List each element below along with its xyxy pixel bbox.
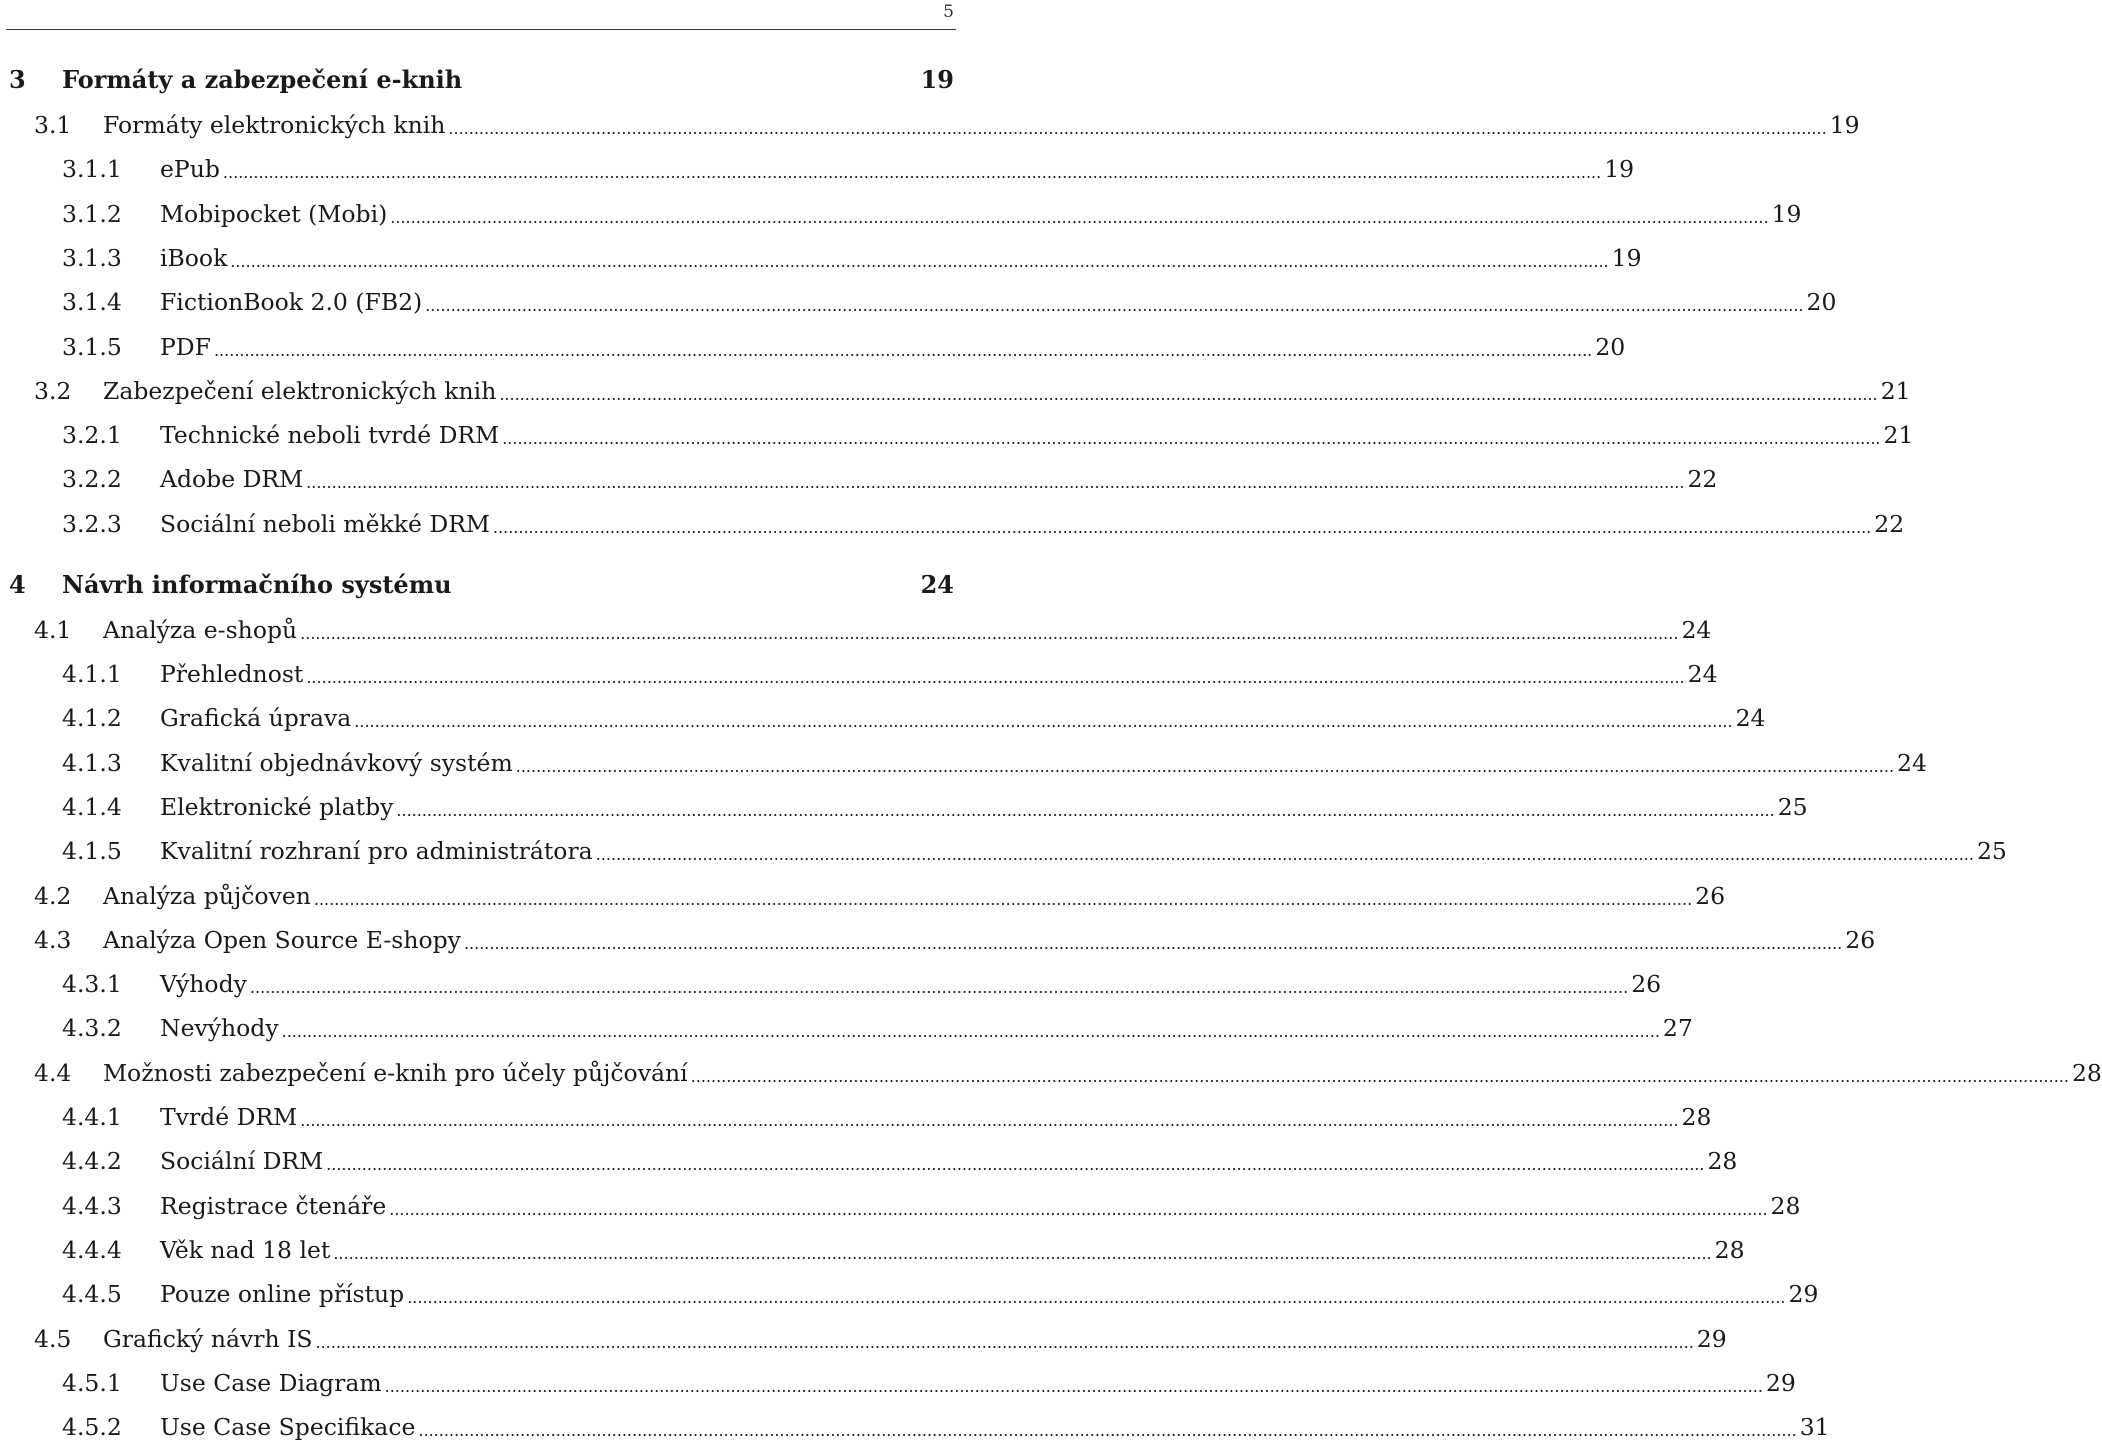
toc-entry-title: Kvalitní objednávkový systém (160, 748, 513, 777)
toc-entry-page: 22 (1874, 509, 1905, 538)
toc-dot-leader (223, 163, 1601, 182)
toc-dot-leader (396, 801, 1774, 820)
toc-entry-page: 29 (1765, 1368, 1796, 1397)
page-number: 5 (943, 2, 954, 22)
toc-dot-leader (499, 385, 1877, 404)
toc-entry-number: 4.4.2 (62, 1147, 122, 1176)
toc-entry-number: 4.3.2 (62, 1014, 122, 1043)
toc-entry-title: Sociální neboli měkké DRM (160, 509, 490, 538)
toc-entry-title: Analýza Open Source E-shopy (103, 925, 461, 954)
toc-dot-leader (691, 1067, 2069, 1086)
toc-entry-page: 19 (1604, 155, 1635, 184)
toc-dot-leader (250, 978, 1628, 997)
toc-entry-page: 20 (1806, 288, 1837, 317)
toc-entry[interactable] (0, 1014, 1693, 1043)
toc-dot-leader (314, 890, 1692, 909)
toc-entry[interactable] (0, 1235, 1745, 1264)
toc-dot-leader (306, 668, 1684, 687)
toc-entry-number: 4.1.5 (62, 837, 122, 866)
toc-entry-page: 24 (920, 569, 954, 599)
toc-entry[interactable] (0, 615, 1712, 644)
toc-entry-title: iBook (160, 243, 228, 272)
toc-dot-leader (333, 1244, 1711, 1263)
toc-entry-number: 3.1.2 (62, 199, 122, 228)
toc-entry-number: 4 (9, 569, 26, 599)
toc-entry-title: Analýza e-shopů (103, 615, 298, 644)
toc-dot-leader (326, 1155, 1704, 1174)
toc-dot-leader (300, 1111, 1678, 1130)
toc-dot-leader (315, 1333, 1693, 1352)
toc-entry-number: 4.1.4 (62, 792, 122, 821)
toc-dot-leader (425, 296, 1803, 315)
toc-entry[interactable] (0, 1103, 1712, 1131)
toc-entry-number: 3.2.3 (62, 509, 122, 538)
toc-entry-number: 3 (9, 65, 26, 94)
toc-entry-page: 24 (1681, 615, 1712, 644)
toc-entry-number: 4.3 (34, 925, 72, 954)
toc-entry-page: 22 (1687, 465, 1718, 494)
toc-entry[interactable] (0, 1368, 1796, 1397)
toc-dot-leader (389, 1200, 1767, 1219)
toc-entry-title: Výhody (160, 970, 247, 999)
toc-entry[interactable] (0, 1147, 1738, 1176)
toc-dot-leader (390, 208, 1768, 227)
toc-entry-number: 4.5 (34, 1324, 72, 1353)
toc-entry-page: 28 (1681, 1103, 1712, 1131)
toc-entry-title: Nevýhody (160, 1014, 279, 1043)
toc-entry-title: FictionBook 2.0 (FB2) (160, 288, 423, 317)
toc-entry-page: 31 (1799, 1413, 1830, 1442)
toc-entry[interactable] (0, 925, 1876, 954)
toc-entry[interactable] (0, 1058, 2102, 1087)
toc-entry-title: Možnosti zabezpečení e-knih pro účely půjčování (103, 1058, 688, 1087)
toc-entry-title: Adobe DRM (160, 465, 304, 494)
toc-entry[interactable] (0, 376, 1911, 405)
toc-entry-number: 4.1.1 (62, 660, 122, 688)
toc-dot-leader (407, 1288, 1785, 1307)
toc-entry-page: 24 (1897, 748, 1927, 777)
toc-entry[interactable] (0, 509, 1905, 538)
toc-entry-page: 21 (1883, 421, 1914, 450)
toc-dot-leader (214, 341, 1592, 360)
toc-entry-number: 3.2 (34, 376, 72, 405)
toc-entry-number: 4.5.1 (62, 1368, 122, 1397)
toc-entry-title: Návrh informačního systému (62, 569, 452, 599)
toc-entry-title: Technické neboli tvrdé DRM (160, 421, 500, 450)
toc-entry[interactable] (0, 243, 1642, 272)
toc-dot-leader (385, 1377, 1763, 1396)
toc-entry-number: 4.4.5 (62, 1280, 122, 1309)
toc-entry-number: 4.4.4 (62, 1235, 122, 1264)
toc-dot-leader (418, 1421, 1796, 1440)
header-rule (6, 29, 956, 30)
toc-entry[interactable] (0, 332, 1626, 361)
toc-entry-number: 3.1.1 (62, 155, 122, 184)
toc-entry-page: 28 (2071, 1058, 2102, 1087)
toc-entry-title: Grafická úprava (160, 704, 352, 733)
toc-entry-page: 29 (1696, 1324, 1727, 1353)
toc-dot-leader (354, 712, 1732, 731)
toc-entry-page: 19 (1611, 243, 1642, 272)
toc-entry-number: 4.1 (34, 615, 72, 644)
toc-entry[interactable] (0, 748, 1927, 777)
toc-entry-page: 19 (920, 65, 954, 94)
toc-entry-title: Mobipocket (Mobi) (160, 199, 388, 228)
toc-chapter-entry[interactable] (0, 570, 954, 599)
toc-entry-page: 26 (1631, 970, 1662, 999)
toc-entry-title: Formáty a zabezpečení e-knih (62, 65, 463, 94)
toc-entry-number: 3.2.1 (62, 421, 122, 450)
toc-entry-page: 26 (1695, 881, 1726, 910)
toc-dot-leader (230, 252, 1608, 271)
toc-chapter-entry[interactable] (0, 65, 954, 94)
toc-entry-number: 3.1.3 (62, 243, 122, 272)
toc-entry-number: 4.4 (34, 1058, 72, 1087)
toc-entry-title: Pouze online přístup (160, 1280, 405, 1309)
toc-entry-page: 21 (1880, 376, 1911, 405)
toc-entry-title: Zabezpečení elektronických knih (103, 376, 497, 405)
toc-entry-page: 24 (1735, 704, 1766, 733)
toc-entry[interactable] (0, 837, 2007, 866)
toc-entry-title: ePub (160, 155, 220, 184)
toc-entry-title: PDF (160, 332, 211, 361)
toc-dot-leader (502, 429, 1880, 448)
toc-entry-page: 19 (1771, 199, 1802, 228)
toc-entry[interactable] (0, 199, 1802, 228)
toc-entry-page: 28 (1714, 1235, 1745, 1264)
toc-entry-number: 3.1.4 (62, 288, 122, 317)
toc-entry[interactable] (0, 465, 1718, 494)
toc-entry-page: 25 (1976, 837, 2007, 866)
toc-entry-page: 26 (1845, 925, 1876, 954)
toc-dot-leader (282, 1022, 1660, 1041)
toc-entry-number: 4.2 (34, 881, 72, 910)
toc-entry-title: Tvrdé DRM (160, 1103, 298, 1131)
toc-entry-number: 3.1 (34, 111, 72, 139)
toc-entry-page: 27 (1662, 1014, 1693, 1043)
toc-entry-number: 4.5.2 (62, 1413, 122, 1442)
toc-entry-title: Formáty elektronických knih (103, 111, 446, 139)
toc-entry-page: 19 (1829, 111, 1860, 139)
toc-dot-leader (596, 845, 1974, 864)
toc-entry-page: 25 (1777, 792, 1808, 821)
toc-dot-leader (448, 119, 1826, 138)
toc-entry-title: Věk nad 18 let (160, 1235, 331, 1264)
toc-entry-number: 3.2.2 (62, 465, 122, 494)
toc-entry-number: 4.3.1 (62, 970, 122, 999)
toc-entry[interactable] (0, 421, 1914, 450)
toc-entry-page: 24 (1687, 660, 1718, 688)
toc-entry[interactable] (0, 1324, 1727, 1353)
toc-entry-title: Registrace čtenáře (160, 1191, 387, 1220)
toc-entry-page: 28 (1707, 1147, 1738, 1176)
toc-entry[interactable] (0, 288, 1837, 317)
toc-entry[interactable] (0, 111, 1860, 139)
toc-entry-title: Use Case Diagram (160, 1368, 382, 1397)
toc-entry[interactable] (0, 1280, 1819, 1309)
toc-entry[interactable] (0, 1191, 1801, 1220)
toc-entry[interactable] (0, 792, 1808, 821)
toc-entry-number: 4.1.3 (62, 748, 122, 777)
toc-dot-leader (516, 757, 1894, 776)
toc-entry-title: Analýza půjčoven (103, 881, 311, 910)
toc-dot-leader (493, 518, 1871, 537)
toc-entry[interactable] (0, 970, 1662, 999)
toc-entry[interactable] (0, 660, 1718, 688)
toc-dot-leader (464, 934, 1842, 953)
toc-entry-title: Sociální DRM (160, 1147, 324, 1176)
toc-entry-number: 4.4.3 (62, 1191, 122, 1220)
toc-entry-page: 29 (1788, 1280, 1819, 1309)
toc-dot-leader (300, 624, 1678, 643)
toc-entry-title: Use Case Specifikace (160, 1413, 416, 1442)
toc-entry-title: Kvalitní rozhraní pro administrátora (160, 837, 593, 866)
toc-entry[interactable] (0, 1413, 1830, 1442)
toc-dot-leader (306, 473, 1684, 492)
toc-entry-page: 20 (1595, 332, 1626, 361)
toc-entry-number: 4.1.2 (62, 704, 122, 733)
toc-entry-title: Přehlednost (160, 660, 304, 688)
toc-entry[interactable] (0, 704, 1766, 733)
toc-entry-number: 3.1.5 (62, 332, 122, 361)
toc-entry-number: 4.4.1 (62, 1103, 122, 1131)
toc-entry-title: Grafický návrh IS (103, 1324, 313, 1353)
toc-entry[interactable] (0, 881, 1726, 910)
toc-entry-page: 28 (1770, 1191, 1801, 1220)
toc-entry-title: Elektronické platby (160, 792, 394, 821)
toc-entry[interactable] (0, 155, 1635, 184)
